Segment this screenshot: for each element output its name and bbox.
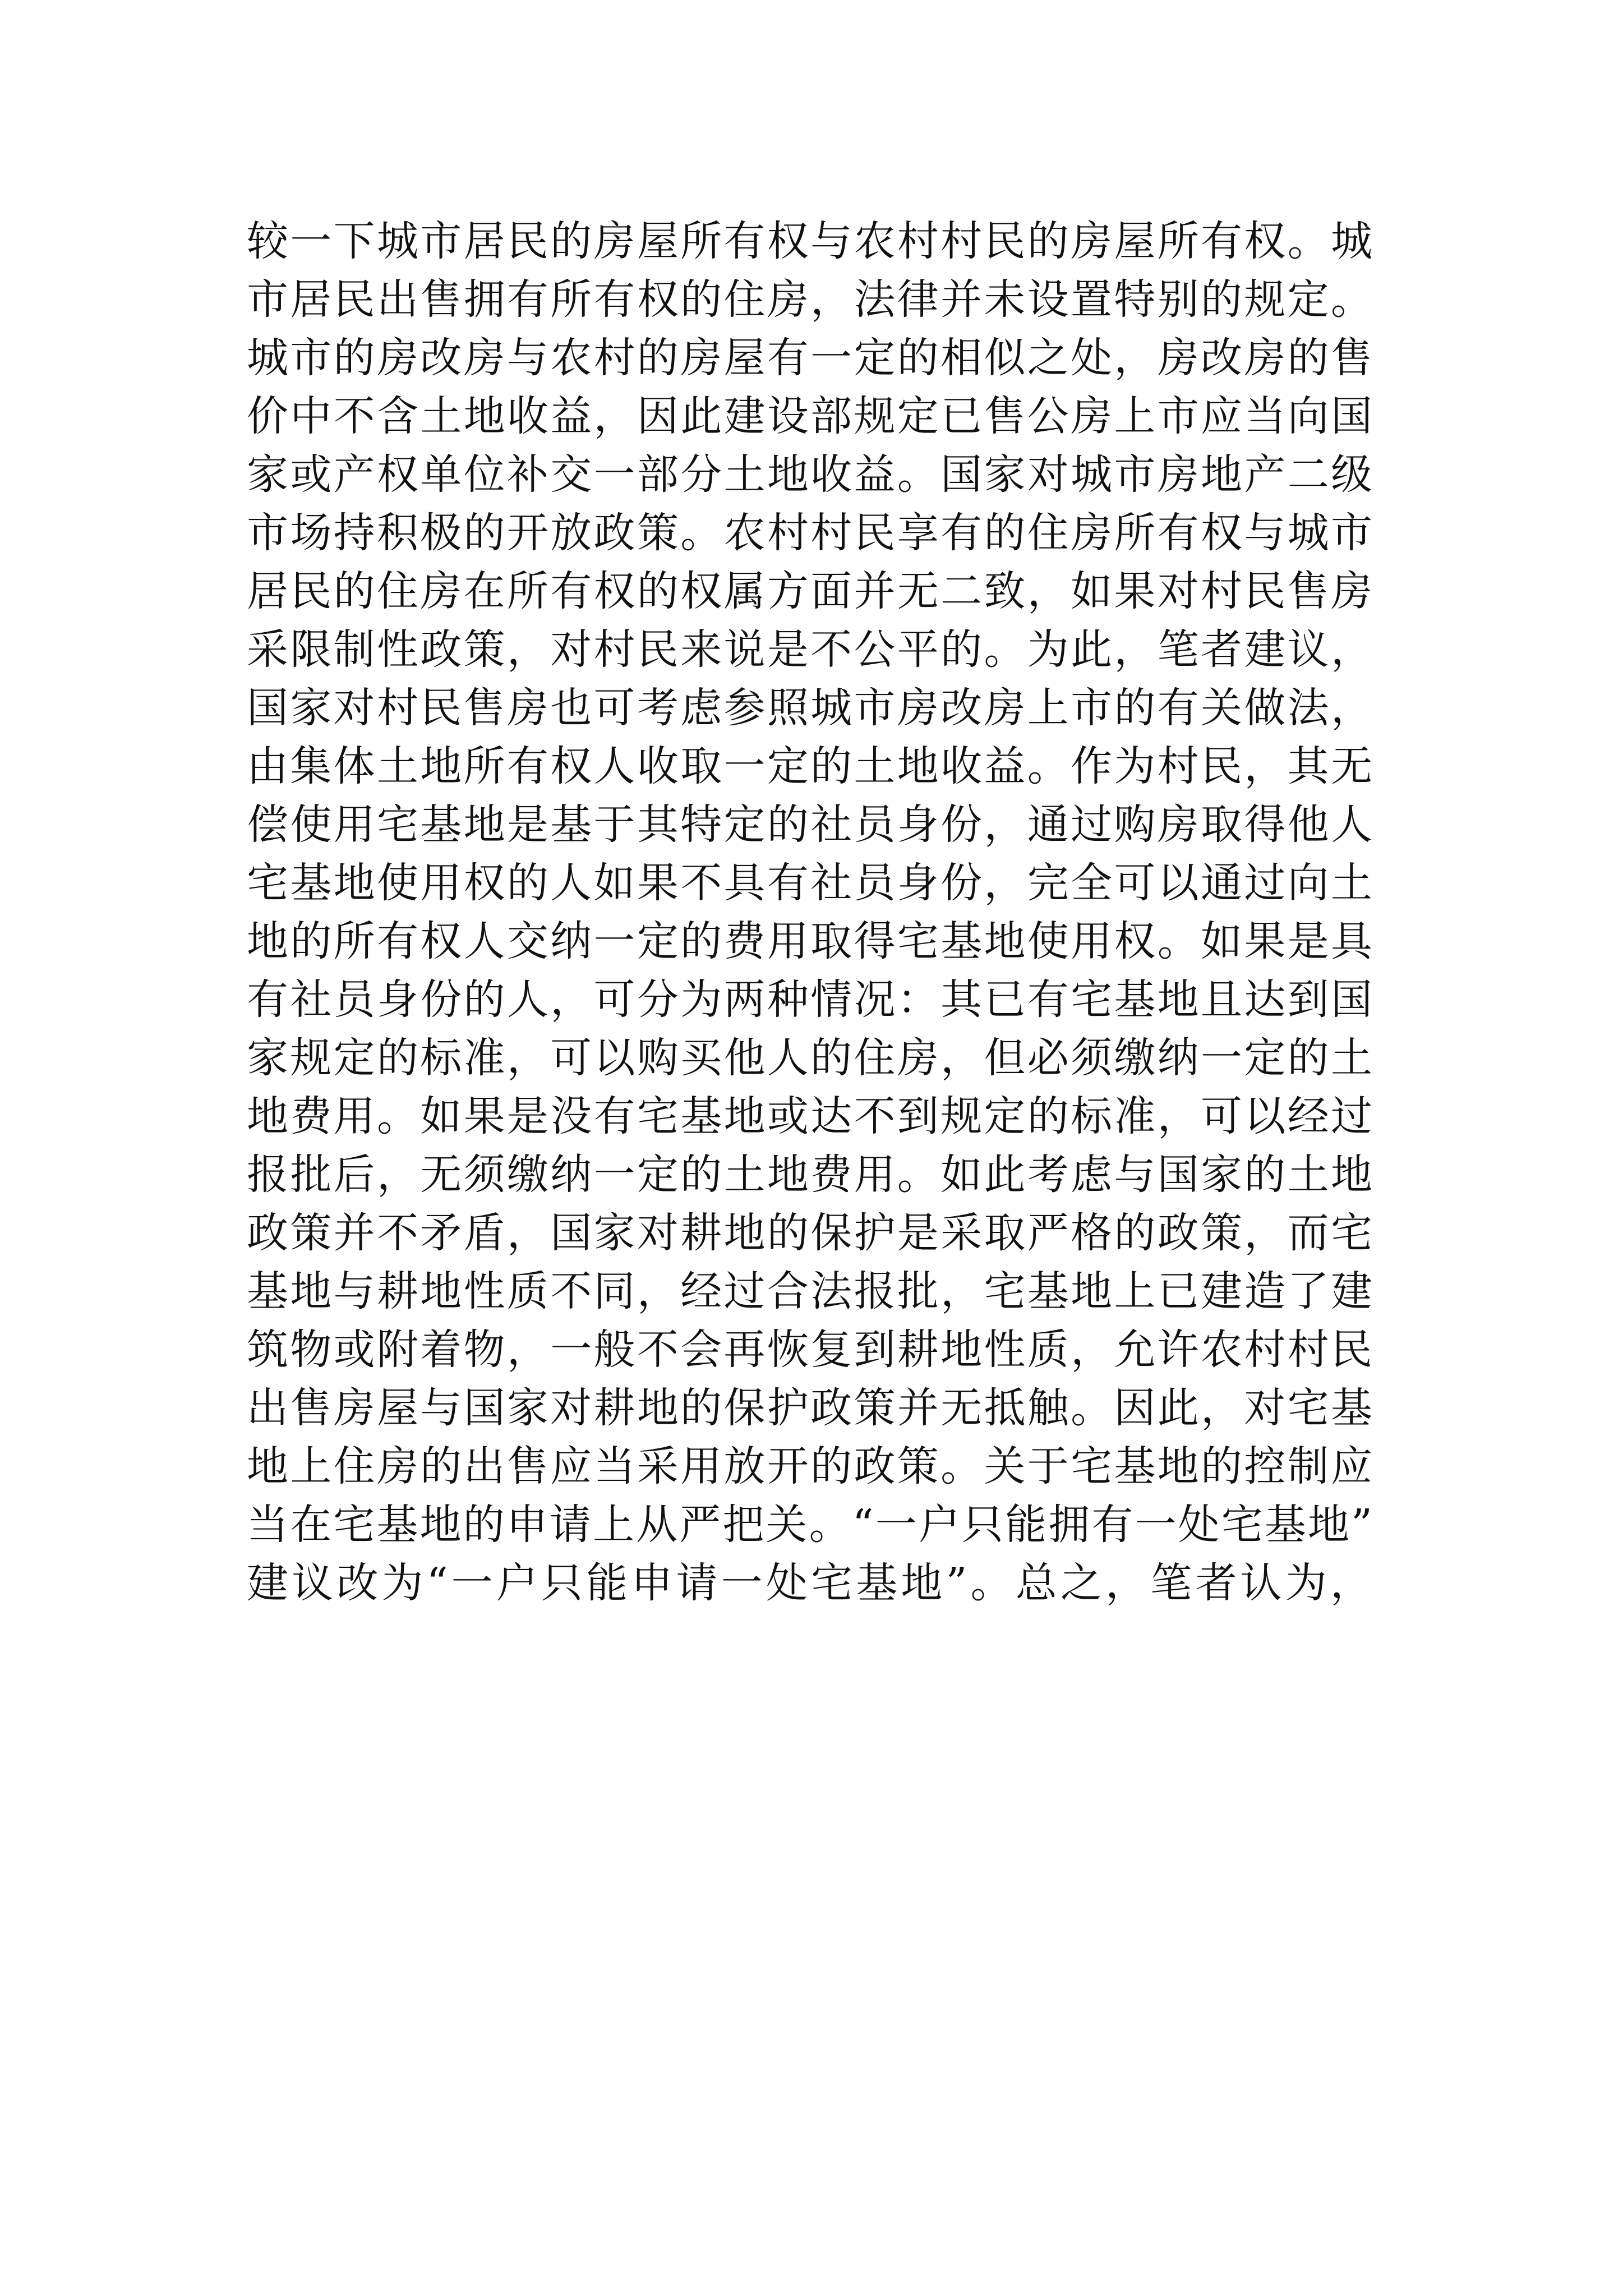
text-line: 基地与耕地性质不同，经过合法报批，宅基地上已建造了建 [247,1267,1374,1315]
text-line: 城市的房改房与农村的房屋有一定的相似之处，房改房的售 [247,334,1374,382]
text-line: 宅基地使用权的人如果不具有社员身份，完全可以通过向土 [247,859,1374,907]
text-line: 地的所有权人交纳一定的费用取得宅基地使用权。如果是具 [247,917,1374,965]
text-line: 居民的住房在所有权的权属方面并无二致，如果对村民售房 [247,567,1374,615]
text-line: 地上住房的出售应当采用放开的政策。关于宅基地的控制应 [247,1442,1374,1490]
text-line: 市场持积极的开放政策。农村村民享有的住房所有权与城市 [247,509,1374,557]
text-line: 家或产权单位补交一部分土地收益。国家对城市房地产二级 [247,450,1374,499]
text-line: 较一下城市居民的房屋所有权与农村村民的房屋所有权。城 [247,217,1374,265]
body-text [247,212,1374,1612]
text-line: 政策并不矛盾，国家对耕地的保护是采取严格的政策，而宅 [247,1209,1374,1257]
text-line: 由集体土地所有权人收取一定的土地收益。作为村民，其无 [247,742,1374,790]
text-line: 采限制性政策，对村民来说是不公平的。为此，笔者建议， [247,625,1374,674]
text-line: 地费用。如果是没有宅基地或达不到规定的标准，可以经过 [247,1092,1374,1140]
text-line: 建议改为“一户只能申请一处宅基地”。总之，笔者认为， [247,1559,1374,1607]
text-line: 有社员身份的人，可分为两种情况：其已有宅基地且达到国 [247,976,1374,1024]
text-line: 市居民出售拥有所有权的住房，法律并未设置特别的规定。 [247,275,1374,324]
text-line: 偿使用宅基地是基于其特定的社员身份，通过购房取得他人 [247,800,1374,849]
text-line: 家规定的标准，可以购买他人的住房，但必须缴纳一定的土 [247,1034,1374,1082]
text-line: 当在宅基地的申请上从严把关。“一户只能拥有一处宅基地” [247,1501,1374,1549]
text-line: 报批后，无须缴纳一定的土地费用。如此考虑与国家的土地 [247,1151,1374,1199]
text-line: 出售房屋与国家对耕地的保护政策并无抵触。因此，对宅基 [247,1384,1374,1432]
text-line: 价中不含土地收益，因此建设部规定已售公房上市应当向国 [247,392,1374,440]
text-line: 国家对村民售房也可考虑参照城市房改房上市的有关做法， [247,684,1374,732]
text-line: 筑物或附着物，一般不会再恢复到耕地性质，允许农村村民 [247,1326,1374,1374]
